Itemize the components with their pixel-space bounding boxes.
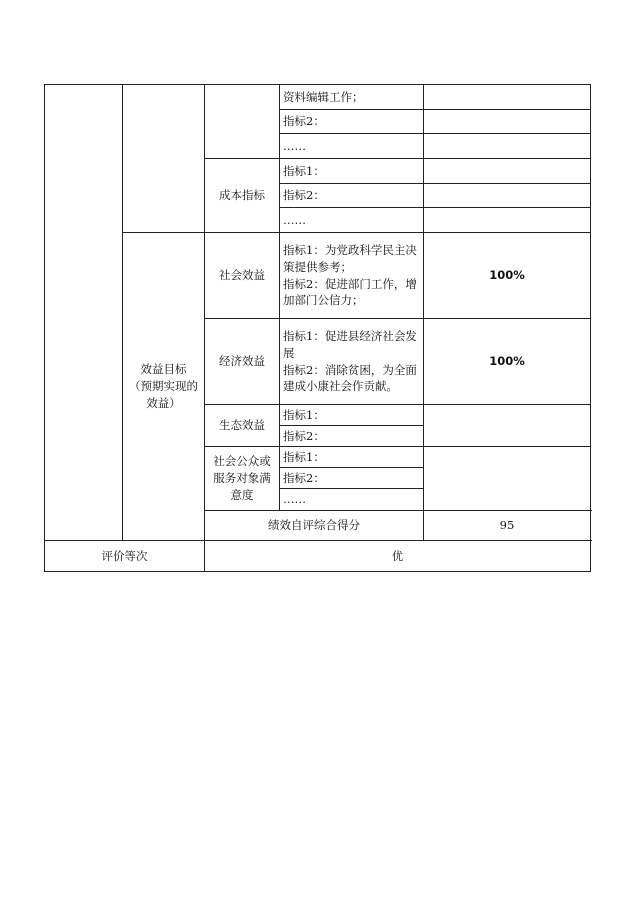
indicator-cell: 指标2： [280,468,424,489]
indicator-line: 指标1：促进县经济社会发 [283,329,417,344]
cost-indicator-label: 成本指标 [205,159,280,233]
satisfaction-label-line: 意度 [230,487,254,502]
benefit-goal-label [123,233,205,541]
value-cell [424,110,591,134]
table-row [45,233,591,319]
indicator-cell [280,319,424,405]
table-row [45,85,591,110]
indicator-cell: 指标2： [280,110,424,134]
benefit-goal-line: 效益） [146,395,181,410]
indicator-cell [280,233,424,319]
indicator-line: 建成小康社会作贡献。 [283,379,398,394]
value-cell [424,184,591,208]
score-label: 绩效自评综合得分 [205,511,424,541]
economic-benefit-label: 经济效益 [205,319,280,405]
value-cell [424,405,591,447]
indicator-line: 加部门公信力； [283,293,364,308]
satisfaction-label-line: 服务对象满 [213,471,271,486]
value-cell [424,208,591,233]
indicator-line: 指标2：促进部门工作，增 [283,276,417,291]
value-cell [424,447,591,511]
indicator-cell: 指标2： [280,426,424,447]
first-level-cell [45,85,123,541]
grade-row [45,541,591,572]
performance-table [44,84,591,572]
social-benefit-label: 社会效益 [205,233,280,319]
benefit-goal-line: （预期实现的 [129,379,198,394]
second-level-cell [123,85,205,233]
value-cell: 100% [424,319,591,405]
indicator-cell: 资料编辑工作； [280,85,424,110]
satisfaction-label [205,447,280,511]
value-cell [424,159,591,184]
value-cell: 100% [424,233,591,319]
ecological-benefit-label: 生态效益 [205,405,280,447]
satisfaction-label-line: 社会公众或 [213,454,271,469]
value-cell [424,134,591,159]
indicator-cell: 指标1： [280,405,424,426]
indicator-line: 指标1：为党政科学民主决 [283,243,417,258]
score-value: 95 [424,511,591,541]
indicator-cell: 指标2： [280,184,424,208]
benefit-goal-line: 效益目标 [140,362,187,377]
value-cell [424,85,591,110]
grade-label: 评价等次 [45,541,205,572]
indicator-line: 指标2：消除贫困，为全面 [283,362,417,377]
indicator-line: 策提供参考； [283,259,352,274]
indicator-cell: 指标1： [280,159,424,184]
third-level-cell [205,85,280,159]
indicator-cell: …… [280,208,424,233]
grade-value: 优 [205,541,591,572]
indicator-line: 展 [283,345,295,360]
indicator-cell: …… [280,134,424,159]
indicator-cell: 指标1： [280,447,424,468]
indicator-cell: …… [280,489,424,511]
